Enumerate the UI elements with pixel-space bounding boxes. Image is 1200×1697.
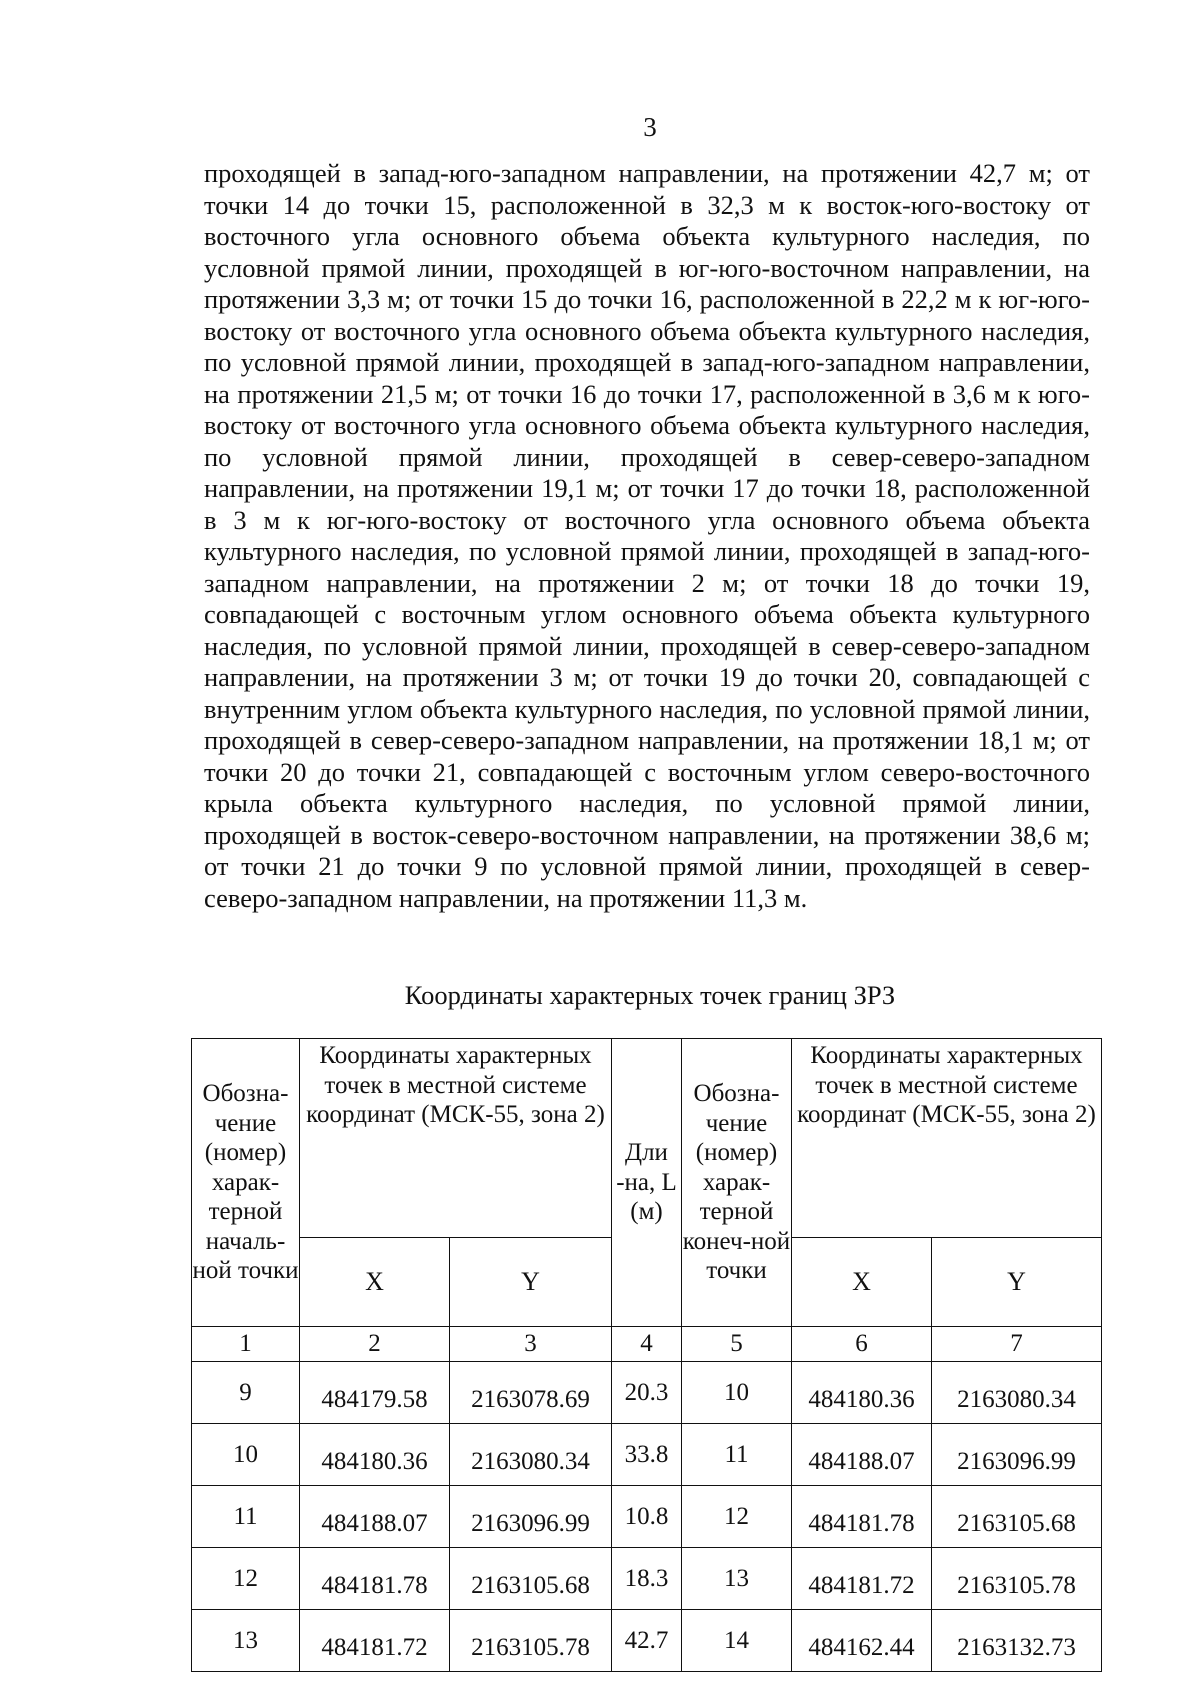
x-start-cell: 484180.36 [300,1424,450,1486]
y-end-cell: 2163080.34 [932,1362,1102,1424]
x-start-cell: 484181.78 [300,1548,450,1610]
y-end-cell: 2163105.68 [932,1486,1102,1548]
table-row [192,1610,1102,1672]
y-start-cell: 2163096.99 [450,1486,612,1548]
y-start-cell: 2163080.34 [450,1424,612,1486]
end-point-cell: 13 [682,1548,792,1610]
length-cell: 20.3 [612,1362,682,1424]
table-row [192,1548,1102,1610]
header-x-start: X [300,1238,450,1327]
start-point-cell: 12 [192,1548,300,1610]
y-end-cell: 2163132.73 [932,1610,1102,1672]
start-point-cell: 9 [192,1362,300,1424]
column-number: 6 [792,1327,932,1362]
header-start-coords: Координаты характерных точек в местной системе координат (МСК-55, зона 2) [300,1039,612,1238]
length-cell: 42.7 [612,1610,682,1672]
table-caption: Координаты характерных точек границ ЗРЗ [404,980,896,1010]
x-start-cell: 484181.72 [300,1610,450,1672]
x-start-cell: 484179.58 [300,1362,450,1424]
table-header-row [192,1039,1102,1238]
start-point-cell: 10 [192,1424,300,1486]
header-y-end: Y [932,1238,1102,1327]
y-start-cell: 2163105.78 [450,1610,612,1672]
column-number: 4 [612,1327,682,1362]
header-y-start: Y [450,1238,612,1327]
coordinates-table [191,1038,1102,1672]
end-point-cell: 14 [682,1610,792,1672]
start-point-cell: 13 [192,1610,300,1672]
length-cell: 33.8 [612,1424,682,1486]
body-paragraph: проходящей в запад-юго-западном направлении, на протяжении 42,7 м; от точки 14 до точки 15, расположенной в 32,3 м к восток-юго-востоку от восточного угла основного объема объекта культурного наследия, по условной прямой линии, проходящей в юг-юго-восточном направлении, на протяжении 3,3 м; от точки 15 до точки 16, расположенной в 22,2 м к юг-юго-востоку от восточного угла основного объема объекта культурного наследия, по условной прямой линии, проходящей в запад-юго-западном направлении, на протяжении 21,5 м; от точки 16 до точки 17, расположенной в 3,6 м к юго-востоку от восточного угла основного объема объекта культурного наследия, по условной прямой линии, проходящей в север-северо-западном направлении, на протяжении 19,1 м; от точки 17 до точки 18, расположенной в 3 м к юг-юго-востоку от восточного угла основного объема объекта культурного наследия, по условной прямой линии, проходящей в запад-юго-западном направлении, на протяжении 2 м; от точки 18 до точки 19, совпадающей с восточным углом основного объема объекта культурного наследия, по условной прямой линии, проходящей в север-северо-западном направлении, на протяжении 3 м; от точки 19 до точки 20, совпадающей с внутренним углом объекта культурного наследия, по условной прямой линии, проходящей в север-северо-западном направлении, на протяжении 18,1 м; от точки 20 до точки 21, совпадающей с восточным углом северо-восточного крыла объекта культурного наследия, по условной прямой линии, проходящей в восток-северо-восточном направлении, на протяжении 38,6 м; от точки 21 до точки 9 по условной прямой линии, проходящей в север-северо-западном направлении, на протяжении 11,3 м. [204,158,1090,913]
y-end-cell: 2163105.78 [932,1548,1102,1610]
header-length: Дли -на, L (м) [612,1039,682,1327]
y-end-cell: 2163096.99 [932,1424,1102,1486]
column-number-row [192,1327,1102,1362]
y-start-cell: 2163078.69 [450,1362,612,1424]
x-start-cell: 484188.07 [300,1486,450,1548]
end-point-cell: 12 [682,1486,792,1548]
y-start-cell: 2163105.68 [450,1548,612,1610]
page-number: 3 [643,112,657,142]
length-cell: 18.3 [612,1548,682,1610]
column-number: 3 [450,1327,612,1362]
column-number: 5 [682,1327,792,1362]
end-point-cell: 10 [682,1362,792,1424]
x-end-cell: 484162.44 [792,1610,932,1672]
column-number: 2 [300,1327,450,1362]
header-x-end: X [792,1238,932,1327]
x-end-cell: 484180.36 [792,1362,932,1424]
x-end-cell: 484188.07 [792,1424,932,1486]
table-row [192,1486,1102,1548]
x-end-cell: 484181.72 [792,1548,932,1610]
table-row [192,1362,1102,1424]
column-number: 7 [932,1327,1102,1362]
header-end-coords: Координаты характерных точек в местной системе координат (МСК-55, зона 2) [792,1039,1102,1238]
x-end-cell: 484181.78 [792,1486,932,1548]
header-start-point: Обозна-чение (номер) харак-терной началь-ной точки [192,1039,300,1327]
table-row [192,1424,1102,1486]
start-point-cell: 11 [192,1486,300,1548]
end-point-cell: 11 [682,1424,792,1486]
column-number: 1 [192,1327,300,1362]
header-end-point: Обозна-чение (номер) харак-терной конеч-ной точки [682,1039,792,1327]
length-cell: 10.8 [612,1486,682,1548]
